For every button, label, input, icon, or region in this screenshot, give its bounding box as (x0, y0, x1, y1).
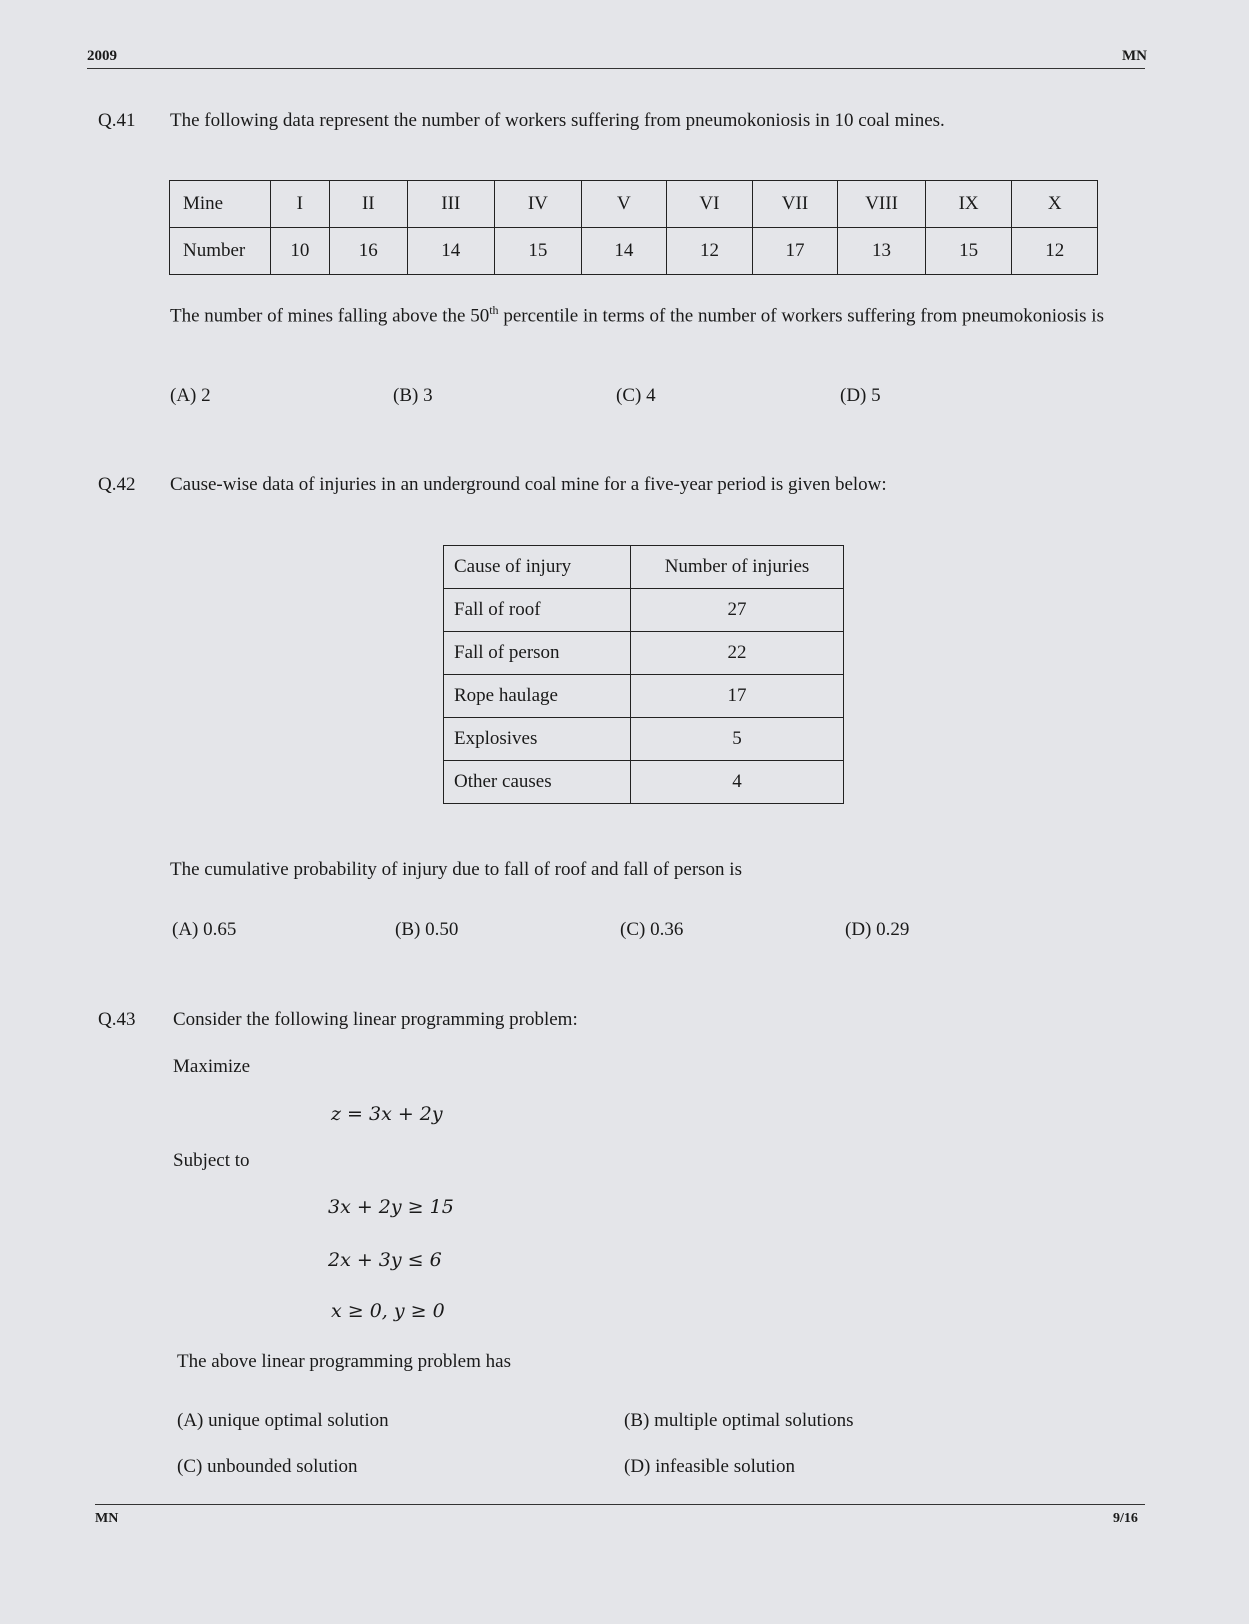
q41-option-d[interactable]: (D) 5 (840, 385, 881, 406)
table-cell: 17 (752, 228, 838, 275)
q42-injury-table (443, 545, 844, 804)
q42-option-b[interactable]: (B) 0.50 (395, 919, 459, 940)
q42-option-c[interactable]: (C) 0.36 (620, 919, 684, 940)
q43-constraint-1: 3x + 2y ≥ 15 (328, 1196, 454, 1218)
footer-rule (95, 1504, 1145, 1505)
q43-option-a[interactable]: (A) unique optimal solution (177, 1410, 389, 1431)
q41-number: Q.41 (98, 110, 136, 131)
q42-option-d[interactable]: (D) 0.29 (845, 919, 910, 940)
table-cell: 13 (838, 228, 926, 275)
table-cell: X (1012, 181, 1098, 228)
table-cell: 12 (667, 228, 753, 275)
table-cell: IV (495, 181, 582, 228)
header-rule (87, 68, 1145, 69)
page-number: 9/16 (1113, 1511, 1138, 1526)
table-cell: V (581, 181, 667, 228)
table-cell: VII (752, 181, 838, 228)
table-header-cell: Cause of injury (444, 546, 631, 589)
q41-option-b[interactable]: (B) 3 (393, 385, 433, 406)
q41-question-part2: percentile in terms of the number of workers suffering from pneumokoniosis is (498, 305, 1104, 327)
table-cell: Fall of person (444, 632, 631, 675)
table-cell: 4 (631, 761, 844, 804)
table-row (444, 675, 844, 718)
q41-question-part1: The number of mines falling above the 50 (170, 305, 490, 327)
table-cell: 14 (581, 228, 667, 275)
table-cell: 14 (407, 228, 495, 275)
table-cell: III (407, 181, 495, 228)
q42-question: The cumulative probability of injury due to fall of roof and fall of person is (170, 859, 742, 880)
table-cell: 15 (925, 228, 1012, 275)
table-cell: II (330, 181, 408, 228)
q41-question (170, 297, 1145, 329)
table-cell: Rope haulage (444, 675, 631, 718)
table-header-cell: Mine (170, 181, 271, 228)
table-cell: 27 (631, 589, 844, 632)
q43-maximize-label: Maximize (173, 1056, 251, 1077)
q41-text: The following data represent the number of workers suffering from pneumokoniosis in 10 coal mines. (170, 110, 945, 131)
table-cell: IX (925, 181, 1012, 228)
q42-number: Q.42 (98, 474, 136, 495)
table-cell: VI (667, 181, 753, 228)
footer-code: MN (95, 1511, 119, 1526)
table-row (444, 761, 844, 804)
q43-option-d[interactable]: (D) infeasible solution (624, 1456, 795, 1477)
table-cell: Other causes (444, 761, 631, 804)
table-header-cell: Number of injuries (631, 546, 844, 589)
q43-option-b[interactable]: (B) multiple optimal solutions (624, 1410, 854, 1431)
header-code: MN (1122, 48, 1147, 64)
table-cell: 12 (1012, 228, 1098, 275)
q42-text: Cause-wise data of injuries in an underground coal mine for a five-year period is given below: (170, 474, 887, 495)
header-year: 2009 (87, 48, 117, 64)
table-cell: 15 (495, 228, 582, 275)
table-cell: 16 (330, 228, 408, 275)
q43-subject-label: Subject to (173, 1150, 250, 1171)
q41-option-a[interactable]: (A) 2 (170, 385, 211, 406)
table-cell: VIII (838, 181, 926, 228)
q43-constraint-2: 2x + 3y ≤ 6 (328, 1249, 442, 1271)
table-cell: 5 (631, 718, 844, 761)
table-header-cell: Number (170, 228, 271, 275)
table-cell: Fall of roof (444, 589, 631, 632)
table-row (170, 228, 1098, 275)
table-cell: 22 (631, 632, 844, 675)
q41-mines-table (169, 180, 1098, 275)
table-row (444, 589, 844, 632)
q43-constraint-3: x ≥ 0, y ≥ 0 (331, 1300, 445, 1322)
table-row (170, 181, 1098, 228)
table-cell: Explosives (444, 718, 631, 761)
table-cell: I (270, 181, 329, 228)
q43-question: The above linear programming problem has (177, 1351, 511, 1372)
q41-option-c[interactable]: (C) 4 (616, 385, 656, 406)
q42-option-a[interactable]: (A) 0.65 (172, 919, 237, 940)
table-cell: 17 (631, 675, 844, 718)
q43-number: Q.43 (98, 1009, 136, 1030)
q43-option-c[interactable]: (C) unbounded solution (177, 1456, 358, 1477)
q43-text: Consider the following linear programming problem: (173, 1009, 578, 1030)
q41-question-sup: th (489, 303, 499, 317)
q43-objective: z = 3x + 2y (331, 1103, 443, 1125)
table-cell: 10 (270, 228, 329, 275)
table-row (444, 546, 844, 589)
table-row (444, 718, 844, 761)
table-row (444, 632, 844, 675)
